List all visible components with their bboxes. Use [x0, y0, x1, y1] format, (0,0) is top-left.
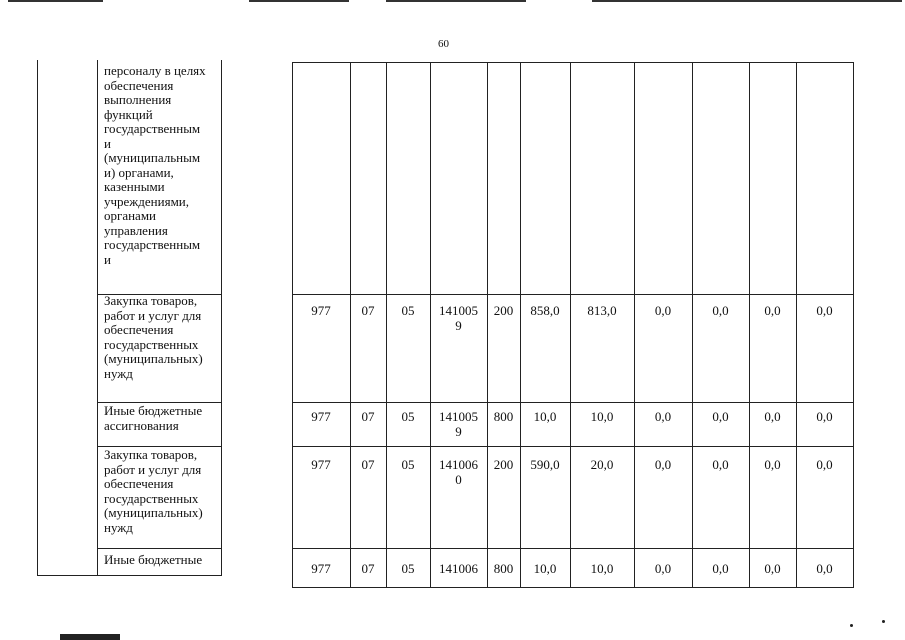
table-vline [97, 60, 98, 575]
row-description-line: работ и услуг для [104, 461, 202, 477]
row-description-line: казенными [104, 179, 165, 194]
row-description-line: государственным [104, 121, 201, 136]
table-hline [292, 62, 854, 63]
row-description-line: Иные бюджетные [104, 552, 203, 567]
table-cell: 0,0 [654, 303, 672, 318]
table-cell: 977 [311, 561, 331, 576]
table-vline [386, 62, 387, 587]
table-vline [37, 60, 38, 575]
table-cell: 07 [361, 457, 375, 472]
table-cell: 800 [493, 409, 514, 424]
table-hline [292, 587, 854, 588]
table-cell: 200 [493, 303, 514, 318]
table-vline [570, 62, 571, 587]
table-cell: 0,0 [712, 561, 729, 576]
row-description-line: учреждениями, [104, 193, 190, 209]
row-description-line: (муниципальных) [104, 351, 203, 366]
row-description-line: Иные бюджетные [104, 403, 203, 418]
table-cell: 10,0 [533, 561, 557, 576]
table-cell: 07 [361, 409, 375, 424]
row-description-line: государственных [104, 336, 199, 352]
row-description-line: ассигнования [104, 417, 179, 433]
row-description-line: персоналу в целях [104, 63, 206, 78]
top-edge-line [8, 0, 103, 2]
row-description-line: государственных [104, 490, 199, 506]
table-cell: 141006 [439, 561, 478, 576]
table-cell: 07 [361, 303, 375, 318]
table-cell: 0,0 [816, 561, 833, 576]
table-cell: 0,0 [764, 303, 781, 318]
table-vline [692, 62, 693, 587]
table-cell: 20,0 [590, 457, 614, 472]
row-description-line: обеспечения [104, 322, 174, 337]
row-description-line: и [104, 135, 111, 151]
table-vline [221, 60, 222, 575]
table-vline [350, 62, 351, 587]
table-hline [37, 575, 222, 576]
table-cell: 0,0 [764, 457, 781, 472]
table-cell: 977 [311, 457, 331, 472]
table-cell: 0,0 [712, 457, 729, 472]
table-vline [796, 62, 797, 587]
row-description-line: обеспечения [104, 476, 174, 491]
table-hline [292, 446, 854, 447]
table-cell: 10,0 [590, 409, 614, 424]
table-cell: 0,0 [654, 409, 672, 424]
table-cell: 977 [311, 409, 331, 424]
row-description-line: выполнения [104, 92, 172, 107]
top-edge-line [592, 0, 902, 2]
table-cell: 0,0 [816, 457, 833, 472]
page-number: 60 [438, 38, 449, 50]
table-cell: 977 [311, 303, 331, 318]
table-hline [292, 402, 854, 403]
table-cell: 0,0 [654, 457, 672, 472]
top-edge-line [249, 0, 349, 2]
table-vline [634, 62, 635, 587]
row-description-line: и) органами, [104, 164, 174, 180]
row-description-line: (муниципальных) [104, 505, 203, 520]
table-vline [487, 62, 488, 587]
table-hline [97, 548, 222, 549]
scan-speck [850, 624, 853, 627]
table-cell: 05 [401, 409, 415, 424]
table-hline [292, 548, 854, 549]
row-description-line: управления [104, 222, 168, 238]
row-description-line: Закупка товаров, [104, 447, 198, 462]
table-cell: 141006 0 [439, 457, 478, 487]
table-cell: 0,0 [816, 303, 833, 318]
scan-mark [60, 634, 120, 640]
table-cell: 05 [401, 303, 415, 318]
row-description-line: государственным [104, 237, 201, 252]
table-cell: 0,0 [764, 561, 781, 576]
table-cell: 141005 9 [439, 303, 478, 333]
table-cell: 05 [401, 457, 415, 472]
row-description-line: функций [104, 106, 153, 122]
table-cell: 0,0 [816, 409, 833, 424]
table-vline [520, 62, 521, 587]
table-cell: 590,0 [530, 457, 560, 472]
table-cell: 800 [493, 561, 514, 576]
table-vline [292, 62, 293, 587]
row-description-line: обеспечения [104, 77, 174, 93]
table-cell: 05 [401, 561, 415, 576]
row-description-line: работ и услуг для [104, 307, 202, 323]
table-vline [853, 62, 854, 587]
table-cell: 0,0 [712, 303, 729, 318]
table-cell: 0,0 [654, 561, 672, 576]
row-description-line: нужд [104, 519, 133, 535]
row-description-line: Закупка товаров, [104, 293, 198, 308]
table-cell: 0,0 [764, 409, 781, 424]
table-cell: 10,0 [533, 409, 557, 424]
row-description-line: и [104, 251, 111, 267]
table-cell: 0,0 [712, 409, 729, 424]
table-cell: 813,0 [587, 303, 617, 318]
top-edge-line [386, 0, 526, 2]
table-cell: 200 [493, 457, 514, 472]
row-description-line: (муниципальным [104, 150, 201, 165]
table-vline [749, 62, 750, 587]
table-cell: 07 [361, 561, 375, 576]
table-hline [292, 294, 854, 295]
scan-speck [882, 620, 885, 623]
table-cell: 858,0 [530, 303, 560, 318]
row-description-line: нужд [104, 365, 133, 381]
table-cell: 10,0 [590, 561, 614, 576]
row-description-line: органами [104, 208, 157, 223]
table-cell: 141005 9 [439, 409, 478, 439]
